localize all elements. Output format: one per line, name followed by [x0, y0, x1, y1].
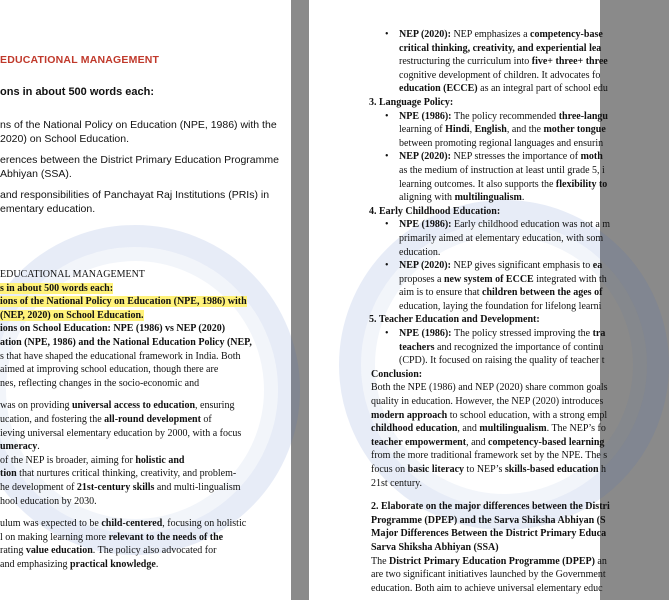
body-line: [0, 399, 291, 413]
body-text: ulum was expected to be: [0, 518, 102, 530]
body-text: NEP stresses the importance of: [453, 151, 581, 163]
bold-term: education (ECCE): [399, 83, 478, 95]
body-line: [309, 395, 604, 409]
bold-term: tion: [0, 468, 17, 480]
bullet-item: [309, 28, 603, 42]
body-text: The: [371, 555, 390, 567]
body-line: [309, 436, 605, 450]
bold-term: skills-based education: [504, 464, 599, 475]
body-text: an: [594, 555, 607, 567]
bullet-label: NEP (2020):: [399, 260, 454, 272]
body-text: , and: [457, 423, 480, 435]
body-text: are two significant initiatives launched by the Government: [371, 569, 606, 581]
bold-term: relevant to the needs of the: [108, 531, 224, 543]
bold-term: umeracy: [0, 441, 38, 453]
bullet-label: NEP (2020):: [399, 29, 454, 40]
bold-term: 21st-century skills: [76, 481, 155, 493]
bullet-continuation: [309, 164, 605, 178]
body-text: .: [37, 441, 40, 453]
body-text: Both the NPE (1986) and NEP (2020) share common goals: [371, 382, 608, 394]
bold-term: holistic and: [135, 454, 185, 466]
body-text: , and: [466, 436, 489, 448]
body-text: ucation, and fostering the: [0, 413, 105, 425]
bold-term: District Primary Education Programme (DPEP): [389, 555, 595, 567]
body-text: , and the: [506, 124, 544, 136]
body-text: (CPD). It focused on raising the quality of teacher t: [399, 355, 605, 367]
body-line: [0, 495, 291, 509]
bold-term: multilingualism: [479, 423, 547, 435]
heading-line: Programme (DPEP) and the Sarva Shiksha Abhiyan (S: [371, 514, 606, 526]
body-text: . The policy also advocated for: [92, 545, 217, 557]
body-line: [309, 555, 607, 569]
question-2: erences between the District Primary Education Programme Abhiyan (SSA).: [0, 154, 279, 180]
body-text: of: [200, 413, 212, 425]
bullet-continuation: [309, 273, 607, 287]
body-text: aim is to ensure that: [399, 287, 483, 299]
bold-term: competency-base: [530, 29, 603, 40]
bullet-continuation: [309, 354, 605, 368]
body-line: [0, 427, 291, 441]
body-text: cognitive development of children. It advocates fo: [399, 69, 601, 81]
body-line: [0, 467, 291, 481]
question-2-heading: [309, 500, 610, 554]
body-text: he development of: [0, 481, 77, 493]
bullet-continuation: [309, 286, 603, 300]
heading-text: Conclusion:: [371, 368, 423, 380]
bold-term: all-round development: [104, 413, 201, 425]
body-text: .: [155, 558, 159, 570]
body-line: [0, 350, 291, 364]
bullet-continuation: [309, 82, 608, 96]
body-text: to school education, with a strong empl: [447, 409, 608, 421]
section-heading: [309, 96, 600, 110]
bold-term: five+ three+ three: [531, 56, 608, 68]
body-text: aimed at improving school education, though there are: [0, 364, 219, 376]
bold-term: moth: [580, 151, 603, 163]
body-text: 21st century.: [371, 477, 423, 489]
body-line: [309, 568, 606, 582]
body-text: and emphasizing: [0, 558, 70, 570]
body-text: was on providing: [0, 400, 72, 412]
body-text: quality in education. However, the NEP (2020) introduces: [371, 396, 604, 408]
question-1: ns of the National Policy on Education (NPE, 1986) with the 2020) on School Education.: [0, 119, 277, 145]
body-line: [309, 409, 608, 423]
body-text: , focusing on holistic: [162, 518, 247, 530]
body-text: s that have shaped the educational framework in India. Both: [0, 350, 241, 362]
body-text: education. Both aim to achieve universal elementary educ: [371, 582, 603, 594]
body-line: [0, 440, 291, 454]
bold-term: practical knowledge: [69, 558, 156, 570]
body-line: [0, 544, 291, 558]
body-line: [309, 449, 608, 463]
body-text: . The NEP’s fo: [546, 423, 606, 435]
bold-term: Hindi: [445, 124, 470, 136]
body-text: to NEP’s: [464, 464, 505, 475]
heading-line: Sarva Shiksha Abhiyan (SSA): [371, 541, 499, 553]
body-text: proposes a: [399, 273, 444, 285]
heading-text: 4. Early Childhood Education:: [369, 205, 501, 217]
body-text: that nurtures critical thinking, creativity, and problem-: [16, 468, 237, 480]
bullet-continuation: [309, 246, 600, 260]
body-text: l on making learning more: [0, 531, 109, 543]
bold-term: ea: [592, 260, 603, 272]
heading-text: 5. Teacher Education and Development:: [369, 314, 540, 326]
body-text: ions of the National Policy on Education (NPE, 1986) with: [0, 296, 247, 308]
body-line: [0, 454, 291, 468]
body-text: ,: [469, 124, 475, 136]
body-text: , ensuring: [195, 400, 235, 412]
bold-term: tra: [592, 328, 606, 340]
body-text: education.: [399, 246, 441, 258]
body-text: primarily aimed at elementary education, with som: [399, 232, 604, 244]
bold-term: multilingualism: [454, 192, 522, 204]
bold-term: teachers: [399, 341, 435, 353]
left-page: [0, 0, 291, 600]
section-heading: [309, 205, 600, 219]
bullet-continuation: [309, 178, 608, 192]
right-page-content: [309, 0, 611, 595]
right-page: [309, 0, 611, 600]
body-line: [0, 363, 291, 377]
body-line: [309, 477, 600, 491]
bullet-continuation: [309, 42, 600, 56]
body-text: and recognized the importance of continu: [434, 341, 604, 353]
body-text: of the NEP is broader, aiming for: [0, 454, 136, 466]
body-line: [309, 381, 608, 395]
bold-term: basic literacy: [407, 464, 465, 475]
body-line: [0, 377, 291, 391]
body-text: as an integral part of school edu: [477, 83, 608, 95]
body-line: [0, 413, 291, 427]
answer-curriculum: [0, 517, 291, 571]
bold-term: universal access to education: [71, 400, 195, 412]
heading-line: 2. Elaborate on the major differences between the Distri: [371, 501, 610, 513]
bold-term: three-langu: [558, 110, 608, 122]
bullet-item: [309, 110, 608, 124]
body-text: focus on: [371, 464, 408, 475]
bold-term: children between the ages of: [482, 287, 603, 299]
bullet-continuation: [309, 69, 600, 83]
answer-objectives: [0, 399, 291, 508]
bold-term: child-centered: [101, 518, 163, 530]
heading-text: 3. Language Policy:: [369, 96, 454, 108]
body-text: education, laying the foundation for lifelong learni: [399, 300, 602, 312]
body-text: NEP gives significant emphasis to: [453, 260, 593, 272]
bold-term: new system of ECCE: [444, 273, 534, 285]
heading-line: Major Differences Between the District Primary Educa: [371, 528, 607, 540]
body-text: Early childhood education was not a m: [454, 219, 611, 231]
body-text: integrated with th: [533, 273, 607, 285]
bullet-continuation: [309, 300, 600, 314]
body-text: ation (NPE, 1986) and the National Education Policy (NEP,: [0, 336, 252, 348]
bullet-continuation: [309, 137, 604, 151]
bold-term: modern approach: [371, 409, 448, 421]
body-text: learning of: [399, 124, 446, 136]
body-text: between promoting regional languages and ensurin: [399, 137, 604, 149]
bold-term: value education: [25, 545, 93, 557]
body-line: [0, 336, 291, 350]
questions-subheading: ons in about 500 words each:: [0, 86, 155, 98]
conclusion-heading: [309, 368, 600, 382]
body-line: [309, 463, 607, 477]
body-line: [0, 295, 291, 309]
body-text: The policy recommended: [454, 110, 559, 122]
body-line: [0, 558, 291, 572]
bullet-item: [309, 259, 603, 273]
body-text: The policy stressed improving the: [454, 328, 593, 340]
body-text: NEP emphasizes a: [453, 29, 531, 40]
body-text: hool education by 2030.: [0, 495, 97, 507]
body-text: ieving universal elementary education by 2000, with a focus: [0, 427, 242, 439]
bullet-label: NPE (1986):: [399, 110, 454, 122]
bold-term: English: [474, 124, 507, 136]
body-text: rating: [0, 545, 26, 557]
doc-title: EDUCATIONAL MANAGEMENT: [0, 54, 160, 66]
body-line: [0, 481, 291, 495]
bullet-item: [309, 327, 606, 341]
body-text: ions on School Education: NPE (1986) vs NEP (2020): [0, 323, 226, 335]
bullet-item: [309, 150, 603, 164]
body-line: [0, 268, 291, 282]
question-3: and responsibilities of Panchayat Raj Institutions (PRIs) in ementary education.: [0, 189, 270, 215]
bold-term: competency-based learning: [488, 436, 605, 448]
bold-term: childhood education: [371, 423, 458, 435]
body-text: learning outcomes. It also supports the: [399, 178, 556, 190]
bold-term: critical thinking, creativity, and experiential lea: [399, 42, 602, 54]
bullet-continuation: [309, 232, 604, 246]
bullet-continuation: [309, 191, 600, 205]
body-text: (NEP, 2020) on School Education.: [0, 309, 144, 321]
body-text: h: [598, 464, 607, 475]
bold-term: teacher empowerment: [371, 436, 467, 448]
body-text: from the more traditional framework set by the NPE. The s: [371, 450, 608, 462]
bullet-label: NPE (1986):: [399, 219, 454, 231]
body-text: .: [521, 192, 525, 204]
bold-term: flexibility to: [555, 178, 608, 190]
body-line: [0, 322, 291, 336]
bullet-label: NPE (1986):: [399, 328, 454, 340]
body-text: restructuring the curriculum into: [399, 56, 532, 68]
bullet-continuation: [309, 123, 606, 137]
body-line: [0, 531, 291, 545]
body-text: as the medium of instruction at least until grade 5, i: [399, 164, 605, 176]
bullet-label: NEP (2020):: [399, 151, 454, 163]
bullet-continuation: [309, 55, 608, 69]
answer-intro: [0, 268, 291, 390]
bullet-continuation: [309, 341, 604, 355]
body-line: [0, 282, 291, 296]
body-text: nes, reflecting changes in the socio-economic and: [0, 377, 200, 389]
body-text: EDUCATIONAL MANAGEMENT: [0, 269, 145, 280]
body-text: and multi-lingualism: [154, 481, 241, 493]
body-text: s in about 500 words each:: [0, 282, 114, 294]
body-line: [0, 309, 291, 323]
bold-term: mother tongue: [543, 124, 606, 136]
section-heading: [309, 313, 600, 327]
question-list: [0, 118, 291, 216]
body-text: aligning with: [399, 192, 455, 204]
body-line: [309, 422, 606, 436]
bullet-item: [309, 218, 611, 232]
body-line: [309, 582, 603, 596]
body-line: [0, 517, 291, 531]
